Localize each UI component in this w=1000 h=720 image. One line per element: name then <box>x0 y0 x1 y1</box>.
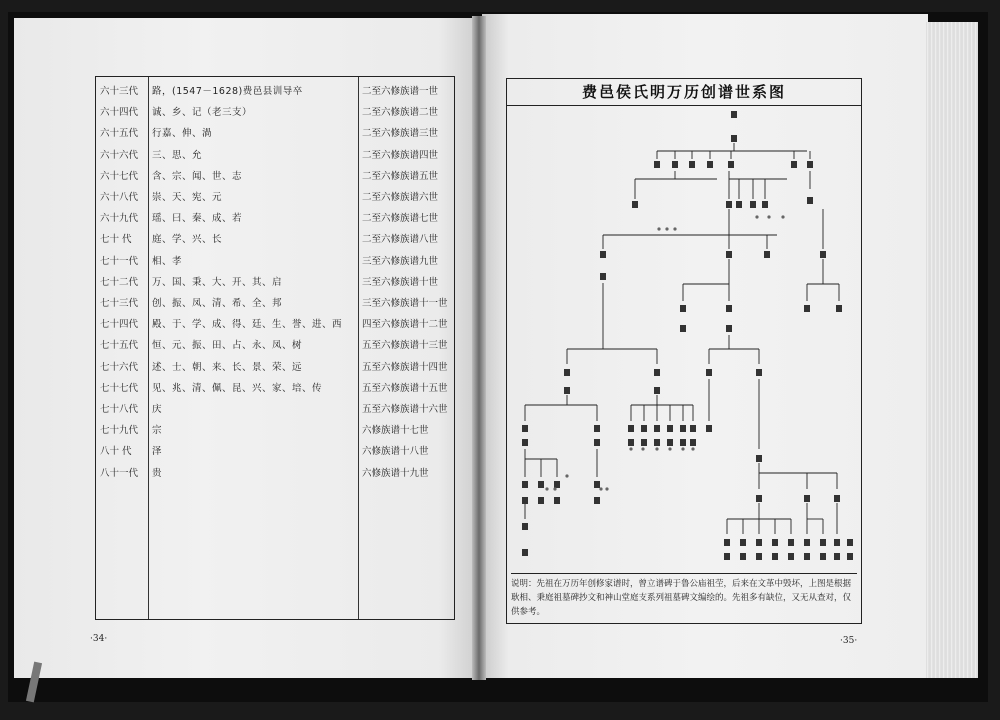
tree-name-glyph <box>726 201 732 208</box>
generation-cell: 七十八代 <box>100 404 139 415</box>
edition-cell: 二至六修族谱一世 <box>362 86 439 97</box>
table-row <box>96 227 454 248</box>
tree-name-glyph <box>740 553 746 560</box>
table-row <box>96 121 454 142</box>
tree-name-glyph <box>522 425 528 432</box>
tree-name-glyph <box>554 481 560 488</box>
tree-node-mark <box>545 487 548 490</box>
edition-cell: 五至六修族谱十五世 <box>362 382 448 394</box>
tree-node-mark <box>665 227 668 230</box>
edition-cell: 二至六修族谱七世 <box>362 213 439 225</box>
left-page-number: ·34· <box>90 634 108 644</box>
tree-name-glyph <box>726 305 732 312</box>
edition-cell: 五至六修族谱十三世 <box>362 340 448 352</box>
tree-name-glyph <box>724 553 730 560</box>
tree-node-mark <box>681 447 684 450</box>
generation-cell: 六十三代 <box>100 86 139 97</box>
tree-node-mark <box>668 447 671 450</box>
names-cell: 宗 <box>152 425 163 437</box>
tree-node-mark <box>553 487 556 490</box>
edition-cell: 五至六修族谱十六世 <box>362 404 448 415</box>
edition-cell: 二至六修族谱五世 <box>362 170 439 182</box>
table-row <box>96 376 454 397</box>
edition-cell: 六修族谱十八世 <box>362 446 429 458</box>
names-cell: 创、振、凤、清、希、全、邦 <box>152 298 283 309</box>
tree-node-mark <box>691 447 694 450</box>
chart-note: 说明：先祖在万历年创修家谱时，曾立谱碑于鲁公庙祖茔，后来在文革中毁坏，上图是根据耿相、秉庭祖墓碑抄文和神山堂庭支系列祖墓碑文编绘的。先祖多有缺位，又无从查对，仅供参考。 <box>511 573 857 619</box>
tree-name-glyph <box>772 539 778 546</box>
page-edges <box>926 22 978 678</box>
names-cell: 殿、于、学、成、得、廷、生、誉、进、西 <box>152 319 343 331</box>
tree-name-glyph <box>667 439 673 446</box>
table-row <box>96 206 454 227</box>
names-cell: 瑶、曰、秦、成、若 <box>152 213 243 225</box>
tree-node-mark <box>629 447 632 450</box>
tree-name-glyph <box>834 539 840 546</box>
table-row <box>96 185 454 206</box>
names-cell: 诚、乡、记（老三支） <box>152 107 253 119</box>
tree-name-glyph <box>564 369 570 376</box>
tree-name-glyph <box>600 251 606 258</box>
tree-name-glyph <box>764 251 770 258</box>
tree-name-glyph <box>628 425 634 432</box>
tree-node-mark <box>673 227 676 230</box>
generation-cell: 六十七代 <box>100 170 139 182</box>
generation-cell: 六十五代 <box>100 128 139 140</box>
generation-cell: 七十 代 <box>100 234 132 246</box>
tree-name-glyph <box>594 439 600 446</box>
tree-name-glyph <box>654 425 660 432</box>
tree-name-glyph <box>538 481 544 488</box>
tree-name-glyph <box>706 425 712 432</box>
tree-name-glyph <box>628 439 634 446</box>
edition-cell: 二至六修族谱六世 <box>362 192 439 203</box>
tree-name-glyph <box>594 425 600 432</box>
tree-node-mark <box>641 447 644 450</box>
edition-cell: 四至六修族谱十二世 <box>362 319 448 331</box>
tree-name-glyph <box>804 305 810 312</box>
generation-cell: 六十九代 <box>100 213 139 225</box>
names-cell: 含、宗、闻、世、志 <box>152 170 243 182</box>
tree-name-glyph <box>680 439 686 446</box>
names-cell: 见、兆、清、佩、昆、兴、家、培、传 <box>152 382 323 394</box>
tree-name-glyph <box>820 553 826 560</box>
edition-cell: 二至六修族谱四世 <box>362 149 439 161</box>
tree-name-glyph <box>836 305 842 312</box>
tree-name-glyph <box>804 553 810 560</box>
names-cell: 恒、元、振、田、占、永、凤、树 <box>152 340 303 352</box>
tree-name-glyph <box>522 481 528 488</box>
tree-name-glyph <box>690 425 696 432</box>
generation-cell: 七十一代 <box>100 255 139 267</box>
edition-cell: 六修族谱十九世 <box>362 467 429 479</box>
edition-cell: 五至六修族谱十四世 <box>362 361 448 373</box>
tree-name-glyph <box>564 387 570 394</box>
tree-name-glyph <box>728 161 734 168</box>
generation-cell: 六十六代 <box>100 149 139 161</box>
tree-name-glyph <box>522 497 528 504</box>
tree-name-glyph <box>820 539 826 546</box>
tree-name-glyph <box>847 553 853 560</box>
tree-name-glyph <box>804 539 810 546</box>
tree-name-glyph <box>726 325 732 332</box>
tree-name-glyph <box>538 497 544 504</box>
tree-name-glyph <box>522 549 528 556</box>
tree-name-glyph <box>667 425 673 432</box>
names-cell: 庭、学、兴、长 <box>152 234 223 246</box>
tree-name-glyph <box>654 387 660 394</box>
generation-cell: 八十一代 <box>100 467 139 479</box>
table-row <box>96 79 454 100</box>
tree-name-glyph <box>641 439 647 446</box>
table-row <box>96 461 454 482</box>
tree-name-glyph <box>772 553 778 560</box>
names-cell: 崇、天、宪、元 <box>152 192 223 203</box>
table-row <box>96 418 454 439</box>
tree-node-mark <box>605 487 608 490</box>
edition-cell: 三至六修族谱九世 <box>362 255 439 267</box>
tree-name-glyph <box>632 201 638 208</box>
chart-title: 费邑侯氏明万历创谱世系图 <box>507 79 861 106</box>
tree-node-mark <box>599 487 602 490</box>
tree-name-glyph <box>847 539 853 546</box>
tree-name-glyph <box>731 135 737 142</box>
family-tree-diagram <box>507 79 861 579</box>
tree-name-glyph <box>689 161 695 168</box>
tree-node-mark <box>565 474 568 477</box>
edition-cell: 三至六修族谱十世 <box>362 276 439 288</box>
generation-cell: 七十七代 <box>100 382 139 394</box>
tree-name-glyph <box>820 251 826 258</box>
names-cell: 万、国、秉、大、开、其、启 <box>152 276 283 288</box>
generation-cell: 八十 代 <box>100 446 132 458</box>
generation-cell: 七十六代 <box>100 361 139 373</box>
tree-name-glyph <box>756 553 762 560</box>
tree-name-glyph <box>672 161 678 168</box>
edition-cell: 三至六修族谱十一世 <box>362 298 448 309</box>
names-cell: 三、思、允 <box>152 149 203 161</box>
names-cell: 贵 <box>152 467 163 479</box>
generation-cell: 六十四代 <box>100 107 139 119</box>
book-gutter <box>472 16 486 680</box>
tree-name-glyph <box>756 495 762 502</box>
generation-cell: 七十二代 <box>100 276 139 288</box>
generation-cell: 七十五代 <box>100 340 139 352</box>
table-row <box>96 249 454 270</box>
table-row <box>96 164 454 185</box>
tree-name-glyph <box>706 369 712 376</box>
tree-name-glyph <box>807 161 813 168</box>
generation-cell: 六十八代 <box>100 192 139 203</box>
tree-name-glyph <box>740 539 746 546</box>
tree-name-glyph <box>554 497 560 504</box>
tree-node-mark <box>657 227 660 230</box>
tree-name-glyph <box>731 111 737 118</box>
edition-cell: 二至六修族谱二世 <box>362 107 439 119</box>
table-row <box>96 355 454 376</box>
names-cell: 述、士、朝、来、长、景、荣、远 <box>152 361 303 373</box>
generation-cell: 七十九代 <box>100 425 139 437</box>
right-page-number: ·35· <box>840 636 858 646</box>
tree-name-glyph <box>726 251 732 258</box>
names-cell: 行嘉、伸、渦 <box>152 128 213 140</box>
tree-node-mark <box>755 215 758 218</box>
tree-name-glyph <box>707 161 713 168</box>
generation-cell: 七十四代 <box>100 319 139 331</box>
tree-name-glyph <box>791 161 797 168</box>
tree-name-glyph <box>594 497 600 504</box>
tree-name-glyph <box>756 369 762 376</box>
names-cell: 泽 <box>152 446 163 458</box>
tree-name-glyph <box>724 539 730 546</box>
tree-name-glyph <box>654 439 660 446</box>
tree-name-glyph <box>736 201 742 208</box>
table-row <box>96 312 454 333</box>
tree-name-glyph <box>600 273 606 280</box>
table-row <box>96 397 454 418</box>
tree-name-glyph <box>522 523 528 530</box>
names-cell: 路，(1547－1628)费邑县训导卒 <box>152 86 303 97</box>
tree-name-glyph <box>654 161 660 168</box>
tree-node-mark <box>767 215 770 218</box>
names-cell: 庆 <box>152 404 163 415</box>
tree-name-glyph <box>834 495 840 502</box>
tree-node-mark <box>655 447 658 450</box>
tree-name-glyph <box>680 305 686 312</box>
tree-name-glyph <box>807 197 813 204</box>
tree-name-glyph <box>594 481 600 488</box>
tree-name-glyph <box>680 325 686 332</box>
generation-cell: 七十三代 <box>100 298 139 309</box>
table-row <box>96 439 454 460</box>
tree-name-glyph <box>654 369 660 376</box>
tree-name-glyph <box>641 425 647 432</box>
edition-cell: 二至六修族谱三世 <box>362 128 439 140</box>
tree-name-glyph <box>788 553 794 560</box>
tree-name-glyph <box>788 539 794 546</box>
table-row <box>96 270 454 291</box>
tree-name-glyph <box>756 539 762 546</box>
tree-name-glyph <box>762 201 768 208</box>
names-cell: 相、孝 <box>152 255 183 267</box>
tree-name-glyph <box>834 553 840 560</box>
table-row <box>96 333 454 354</box>
table-row <box>96 143 454 164</box>
table-row <box>96 100 454 121</box>
tree-name-glyph <box>804 495 810 502</box>
table-row <box>96 291 454 312</box>
generation-table <box>95 76 455 620</box>
tree-name-glyph <box>522 439 528 446</box>
tree-name-glyph <box>680 425 686 432</box>
edition-cell: 六修族谱十七世 <box>362 425 429 437</box>
tree-name-glyph <box>690 439 696 446</box>
family-tree-chart <box>506 78 862 624</box>
tree-name-glyph <box>756 455 762 462</box>
tree-name-glyph <box>750 201 756 208</box>
tree-node-mark <box>781 215 784 218</box>
edition-cell: 二至六修族谱八世 <box>362 234 439 246</box>
